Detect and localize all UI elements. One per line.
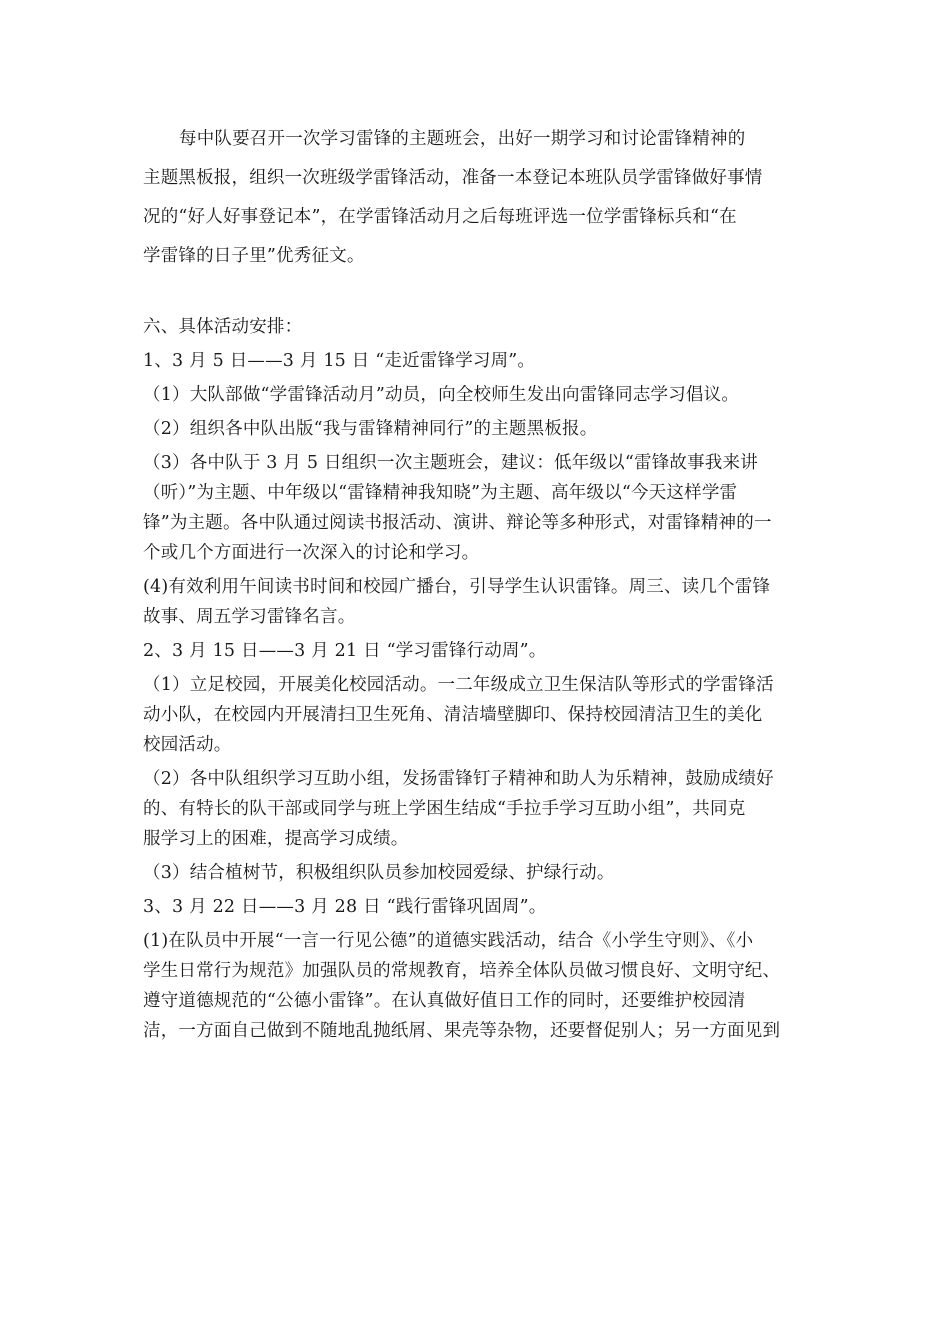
section-title: 六、具体活动安排： [143,317,303,337]
week3-item-1-line: (1)在队员中开展“一言一行见公德”的道德实践活动，结合《小学生守则》、《小 [143,931,754,951]
week2-item-1-line: （1）立足校园，开展美化校园活动。一二年级成立卫生保洁队等形式的学雷锋活 [143,675,774,695]
week1-item-2: （2）组织各中队出版“我与雷锋精神同行”的主题黑板报。 [143,419,598,439]
week1-item-3-line: 锋”为主题。各中队通过阅读书报活动、演讲、辩论等多种形式，对雷锋精神的一 [143,513,772,533]
week3-item-1-line: 学生日常行为规范》加强队员的常规教育，培养全体队员做习惯良好、文明守纪、 [143,961,781,981]
week1-item-4-line: (4)有效利用午间读书时间和校园广播台，引导学生认识雷锋。周三、读几个雷锋 [143,577,771,597]
week3-heading: 3、3 月 22 日——3 月 28 日 “践行雷锋巩固周”。 [143,897,547,917]
week3-item-1-line: 遵守道德规范的“公德小雷锋”。在认真做好值日工作的同时，还要维护校园清 [143,991,746,1011]
week2-item-2-line: 的、有特长的队干部或同学与班上学困生结成“手拉手学习互助小组”，共同克 [143,799,746,819]
week2-item-1-line: 动小队，在校园内开展清扫卫生死角、清洁墙壁脚印、保持校园清洁卫生的美化 [143,705,763,725]
week2-item-1-line: 校园活动。 [143,735,232,755]
week3-item-1-line: 洁，一方面自己做到不随地乱抛纸屑、果壳等杂物，还要督促别人；另一方面见到 [143,1021,781,1041]
week2-heading: 2、3 月 15 日——3 月 21 日 “学习雷锋行动周”。 [143,641,547,661]
week1-item-3-line: （3）各中队于 3 月 5 日组织一次主题班会，建议：低年级以“雷锋故事我来讲 [143,453,758,473]
activity-schedule [143,312,813,1046]
week1-item-3-line: 个或几个方面进行一次深入的讨论和学习。 [143,543,480,563]
week2-item-3: （3）结合植树节，积极组织队员参加校园爱绿、护绿行动。 [143,863,615,883]
intro-line: 学雷锋的日子里”优秀征文。 [143,246,365,266]
intro-line: 况的“好人好事登记本”，在学雷锋活动月之后每班评选一位学雷锋标兵和“在 [143,207,737,227]
intro-line: 主题黑板报，组织一次班级学雷锋活动，准备一本登记本班队员学雷锋做好事情 [143,168,763,188]
week2-item-2-line: 服学习上的困难，提高学习成绩。 [143,829,409,849]
week1-item-1: （1）大队部做“学雷锋活动月”动员，向全校师生发出向雷锋同志学习倡议。 [143,385,740,405]
week1-item-4-line: 故事、周五学习雷锋名言。 [143,607,356,627]
week2-item-2-line: （2）各中队组织学习互助小组，发扬雷锋钉子精神和助人为乐精神，鼓励成绩好 [143,769,774,789]
intro-paragraph [143,120,813,276]
intro-line: 每中队要召开一次学习雷锋的主题班会，出好一期学习和讨论雷锋精神的 [179,129,746,149]
week1-heading: 1、3 月 5 日——3 月 15 日 “走近雷锋学习周”。 [143,351,536,371]
week1-item-3-line: （听）”为主题、中年级以“雷锋精神我知晓”为主题、高年级以“今天这样学雷 [143,483,738,503]
